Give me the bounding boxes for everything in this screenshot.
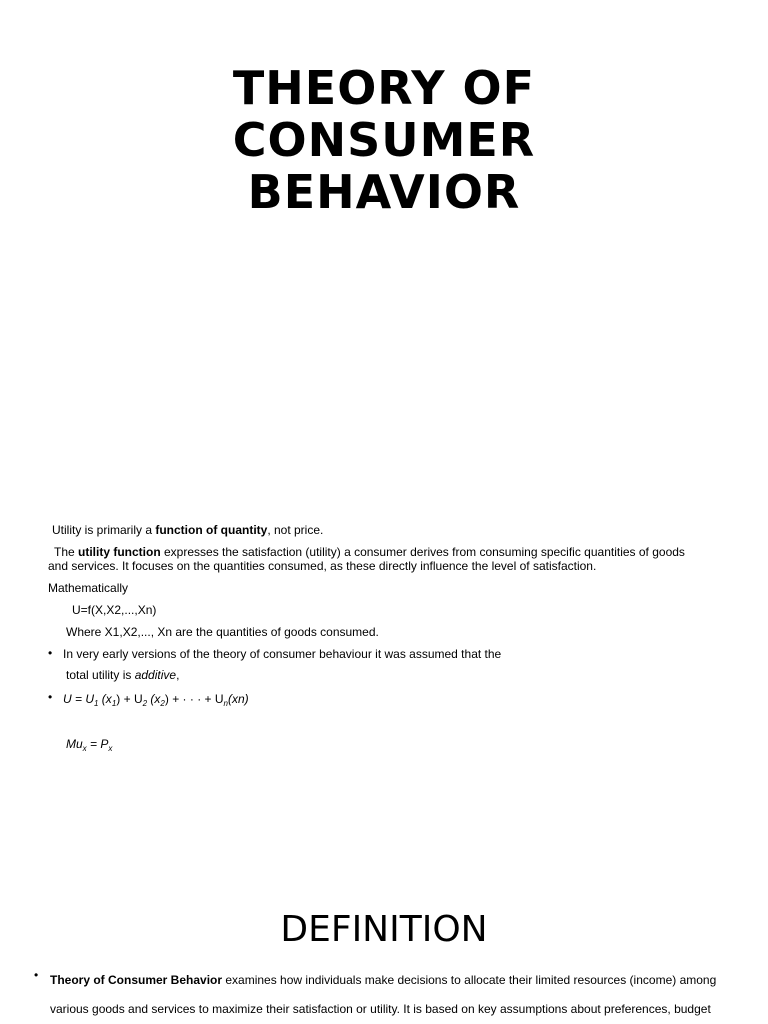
bullet-marker: • [48,690,53,704]
subscript: 2 [142,699,148,708]
additive-bullet-text: In very early versions of the theory of consumer behaviour it was assumed that the [63,647,502,661]
bold-span: utility function [78,545,161,559]
definition-heading: DEFINITION [280,909,488,950]
title-line-1: THEORY OF [232,61,536,115]
page-title [0,62,768,218]
text-span: (x [98,692,112,706]
bullet-marker: • [48,646,53,660]
subscript: 1 [111,699,117,708]
text-span: total utility is [66,668,135,682]
utility-function-paragraph [48,545,708,573]
additive-equation [63,692,249,706]
text-span: examines how individuals make decisions to allocate their limited resources (income) among various goods and services to maximize their satisfaction or utility. It is based on key assumptions about preferences, budget [50,973,717,1016]
text-span: , [176,668,180,682]
title-line-3: BEHAVIOR [247,165,521,219]
marginal-utility-equation [66,737,112,751]
subscript: 2 [160,699,165,708]
text-span: (xn) [227,692,249,706]
mathematically-label: Mathematically [48,581,129,595]
italic-span: additive [134,668,177,682]
text-span: = P [86,737,109,751]
definition-paragraph [50,966,740,1024]
subscript: x [82,744,87,753]
text-span: Mu [66,737,83,751]
text-span: (x [147,692,161,706]
subscript: n [223,699,228,708]
utility-formula: U=f(X,X2,...,Xn) [72,603,157,617]
text-span: ) + U [116,692,143,706]
bullet-marker: • [34,968,39,982]
additive-line [66,668,179,682]
bold-span: function of quantity [155,523,268,537]
subscript: x [108,744,113,753]
text-span: Utility is primarily a [52,523,156,537]
utility-quantity-line [52,523,323,537]
text-span: U = U [63,692,95,706]
bold-span: Theory of Consumer Behavior [50,973,223,987]
text-span: , not price. [267,523,324,537]
title-line-2: CONSUMER [232,113,536,167]
text-span: expresses the satisfaction (utility) a consumer derives from consuming specific quantities of goods and services. It focuses on the quantities consumed, as these directly influence the level of satisfaction. [48,545,685,573]
subscript: 1 [94,699,99,708]
text-span: ) + · · · + U [164,692,224,706]
where-line: Where X1,X2,..., Xn are the quantities of goods consumed. [66,625,379,639]
text-span: The [54,545,79,559]
